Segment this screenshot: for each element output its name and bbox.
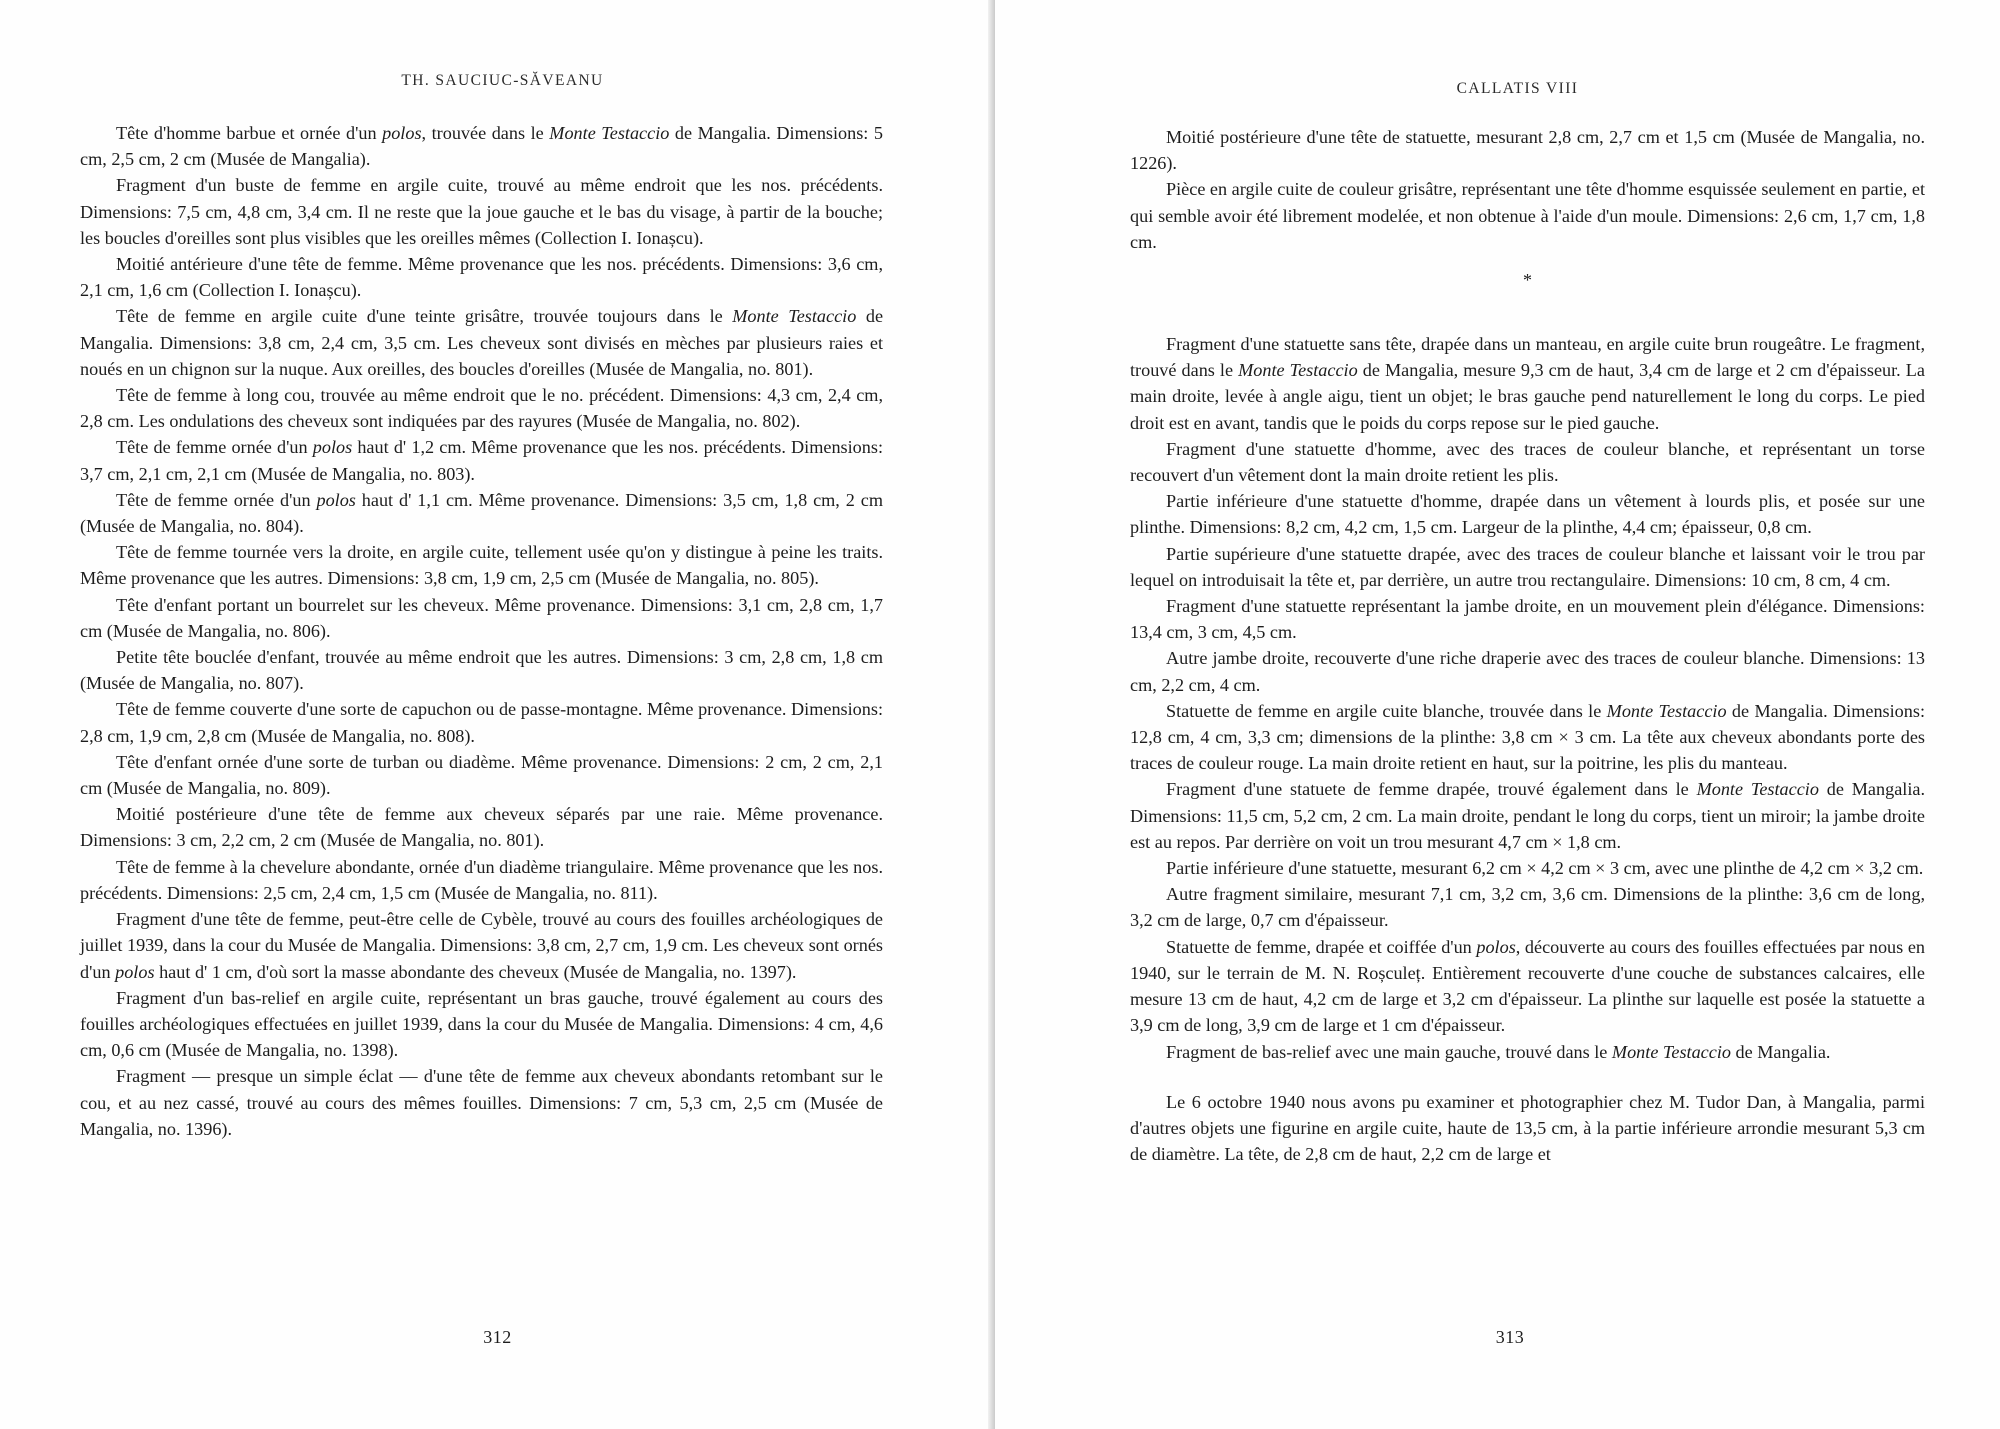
catalogue-entry: Tête de femme couverte d'une sorte de capuchon ou de passe-montagne. Même provenance. Dimensions: 2,8 cm, 1,9 cm, 2,8 cm (Musée de Mangalia, no. 808). (80, 699, 883, 746)
catalogue-entry: Statuette de femme, drapée et coiffée d'un polos, découverte au cours des fouilles effectuées par nous en 1940, sur le terrain de M. N. Roșculeț. Entièrement recouverte d'une couche de substances calcaires, elle mesure 13 cm de haut, 4,2 cm de large et 3,2 cm d'épaisseur. La plinthe sur laquelle est posée la statuette a 3,9 cm de long, 3,9 cm de large et 1 cm d'épaisseur. (1130, 936, 1925, 1036)
catalogue-entry: Fragment de bas-relief avec une main gauche, trouvé dans le Monte Testaccio de Mangalia. (1166, 1041, 1831, 1062)
right-running-head: CALLATIS VIII (1456, 80, 1579, 97)
catalogue-entry: Fragment d'une statuette d'homme, avec des traces de couleur blanche, et représentant un torse recouvert d'un vêtement dont la main droite retient les plis. (1130, 438, 1925, 486)
catalogue-entry: Moitié antérieure d'une tête de femme. Même provenance que les nos. précédents. Dimensions: 3,6 cm, 2,1 cm, 1,6 cm (Collection I. Ionașcu). (80, 254, 883, 301)
catalogue-entry: Tête d'enfant ornée d'une sorte de turban ou diadème. Même provenance. Dimensions: 2 cm, 2 cm, 2,1 cm (Musée de Mangalia, no. 809). (80, 751, 883, 799)
catalogue-entry: Tête de femme ornée d'un polos haut d' 1,2 cm. Même provenance que les nos. précédents. Dimensions: 3,7 cm, 2,1 cm, 2,1 cm (Musée de Mangalia, no. 803). (80, 437, 883, 484)
catalogue-entry: Pièce en argile cuite de couleur grisâtre, représentant une tête d'homme esquissée seulement en partie, et qui semble avoir été librement modelée, et non obtenue à l'aide d'un moule. Dimensions: 2,6 cm, 1,7 cm, 1,8 cm. (1130, 179, 1925, 252)
catalogue-entry: Moitié postérieure d'une tête de femme aux cheveux séparés par une raie. Même provenance. Dimensions: 3 cm, 2,2 cm, 2 cm (Musée de Mangalia, no. 801). (80, 804, 883, 851)
paragraph-gap (1130, 1065, 1925, 1089)
catalogue-entry: Statuette de femme en argile cuite blanche, trouvée dans le Monte Testaccio de Mangalia. Dimensions: 12,8 cm, 4 cm, 3,3 cm; dimensions de la plinthe: 3,8 cm × 3 cm. La tête aux cheveux abondants porte des traces de couleur rouge. La main droite retient en haut, sur la poitrine, les plis du manteau. (1130, 700, 1925, 774)
left-page-number: 312 (483, 1327, 512, 1347)
catalogue-entry: Tête d'homme barbue et ornée d'un polos, trouvée dans le Monte Testaccio de Mangalia. Dimensions: 5 cm, 2,5 cm, 2 cm (Musée de Mangalia). (80, 123, 884, 170)
catalogue-entry: Fragment d'une statuette sans tête, drapée dans un manteau, en argile cuite brun rougeâtre. Le fragment, trouvé dans le Monte Testaccio de Mangalia, mesure 9,3 cm de haut, 3,4 cm de large et 2 cm d'épaisseur. La main droite, levée à angle aigu, tient un objet; le bras gauche pend naturellement le long du corps. Le pied droit est en avant, tandis que le poids du corps repose sur le pied gauche. (1130, 334, 1925, 433)
catalogue-entry: Fragment — presque un simple éclat — d'une tête de femme aux cheveux abondants retombant sur le cou, et au nez cassé, trouvé au cours des mêmes fouilles. Dimensions: 7 cm, 5,3 cm, 2,5 cm (Musée de Mangalia, no. 1396). (80, 1066, 883, 1139)
catalogue-entry: Tête de femme à la chevelure abondante, ornée d'un diadème triangulaire. Même provenance que les nos. précédents. Dimensions: 2,5 cm, 2,4 cm, 1,5 cm (Musée de Mangalia, no. 811). (80, 856, 883, 903)
catalogue-entry: Fragment d'une statuette représentant la jambe droite, en un mouvement plein d'élégance. Dimensions: 13,4 cm, 3 cm, 4,5 cm. (1130, 596, 1925, 643)
catalogue-entry: Fragment d'une statuete de femme drapée, trouvé également dans le Monte Testaccio de Mangalia. Dimensions: 11,5 cm, 5,2 cm, 2 cm. La main droite, pendant le long du corps, tient un miroir; la jambe droite est au repos. Par derrière on voit un trou mesurant 4,7 cm × 1,8 cm. (1130, 779, 1925, 852)
catalogue-entry: Partie inférieure d'une statuette, mesurant 6,2 cm × 4,2 cm × 3 cm, avec une plinthe de 4,2 cm × 3,2 cm. (1166, 858, 1924, 879)
catalogue-entry: Moitié postérieure d'une tête de statuette, mesurant 2,8 cm, 2,7 cm et 1,5 cm (Musée de Mangalia, no. 1226). (1130, 127, 1925, 174)
catalogue-entry: Fragment d'un bas-relief en argile cuite, représentant un bras gauche, trouvé également au cours des fouilles archéologiques effectuées en juillet 1939, dans la cour du Musée de Mangalia. Dimensions: 4 cm, 4,6 cm, 0,6 cm (Musée de Mangalia, no. 1398). (80, 987, 883, 1061)
catalogue-entry: Tête de femme ornée d'un polos haut d' 1,1 cm. Même provenance. Dimensions: 3,5 cm, 1,8 cm, 2 cm (Musée de Mangalia, no. 804). (80, 489, 883, 537)
right-page (995, 0, 2000, 1429)
catalogue-entry: Tête de femme tournée vers la droite, en argile cuite, tellement usée qu'on y distingue à peine les traits. Même provenance que les autres. Dimensions: 3,8 cm, 1,9 cm, 2,5 cm (Musée de Mangalia, no. 805). (80, 542, 883, 589)
left-page (0, 0, 995, 1429)
catalogue-entry: Autre jambe droite, recouverte d'une riche draperie avec des traces de couleur blanche. Dimensions: 13 cm, 2,2 cm, 4 cm. (1130, 648, 1925, 695)
right-page-number: 313 (1495, 1327, 1525, 1347)
catalogue-entry: Partie inférieure d'une statuette d'homme, drapée dans un vêtement à lourds plis, et posée sur une plinthe. Dimensions: 8,2 cm, 4,2 cm, 1,5 cm. Largeur de la plinthe, 4,4 cm; épaisseur, 0,8 cm. (1130, 491, 1925, 538)
right-text-block (1130, 124, 1925, 1167)
catalogue-entry: Autre fragment similaire, mesurant 7,1 cm, 3,2 cm, 3,6 cm. Dimensions de la plinthe: 3,6 cm de long, 3,2 cm de large, 0,7 cm d'épaisseur. (1130, 884, 1925, 931)
left-running-head: TH. SAUCIUC-SĂVEANU (401, 72, 604, 89)
catalogue-entry: Fragment d'une tête de femme, peut-être celle de Cybèle, trouvé au cours des fouilles archéologiques de juillet 1939, dans la cour du Musée de Mangalia. Dimensions: 3,8 cm, 2,7 cm, 1,9 cm. Les cheveux sont ornés d'un polos haut d' 1 cm, d'où sort la masse abondante des cheveux (Musée de Mangalia, no. 1397). (80, 909, 883, 982)
catalogue-entry: Partie supérieure d'une statuette drapée, avec des traces de couleur blanche et laissant voir le trou par lequel on introduisait la tête et, par derrière, un autre trou rectangulaire. Dimensions: 10 cm, 8 cm, 4 cm. (1130, 543, 1925, 590)
left-text-block (80, 120, 883, 1142)
catalogue-entry: Tête d'enfant portant un bourrelet sur les cheveux. Même provenance. Dimensions: 3,1 cm, 2,8 cm, 1,7 cm (Musée de Mangalia, no. 806). (80, 594, 883, 641)
section-separator: * (1523, 270, 1532, 291)
catalogue-entry: Petite tête bouclée d'enfant, trouvée au même endroit que les autres. Dimensions: 3 cm, 2,8 cm, 1,8 cm (Musée de Mangalia, no. 807). (80, 647, 883, 694)
catalogue-entry: Tête de femme en argile cuite d'une teinte grisâtre, trouvée toujours dans le Monte Testaccio de Mangalia. Dimensions: 3,8 cm, 2,4 cm, 3,5 cm. Les cheveux sont divisés en mèches par plusieurs raies et noués en un chignon sur la nuque. Aux oreilles, des boucles d'oreilles (Musée de Mangalia, no. 801). (80, 306, 884, 379)
catalogue-entry: Fragment d'un buste de femme en argile cuite, trouvé au même endroit que les nos. précédents. Dimensions: 7,5 cm, 4,8 cm, 3,4 cm. Il ne reste que la joue gauche et le bas du visage, à partir de la bouche; les boucles d'oreilles sont plus visibles que les oreilles mêmes (Collection I. Ionașcu). (80, 175, 883, 248)
narrative-paragraph: Le 6 octobre 1940 nous avons pu examiner et photographier chez M. Tudor Dan, à Mangalia, parmi d'autres objets une figurine en argile cuite, haute de 13,5 cm, à la partie inférieure arrondie mesurant 5,3 cm de diamètre. La tête, de 2,8 cm de haut, 2,2 cm de large et (1130, 1091, 1925, 1165)
catalogue-entry: Tête de femme à long cou, trouvée au même endroit que le no. précédent. Dimensions: 4,3 cm, 2,4 cm, 2,8 cm. Les ondulations des cheveux sont indiquées par des rayures (Musée de Mangalia, no. 802). (80, 385, 883, 432)
